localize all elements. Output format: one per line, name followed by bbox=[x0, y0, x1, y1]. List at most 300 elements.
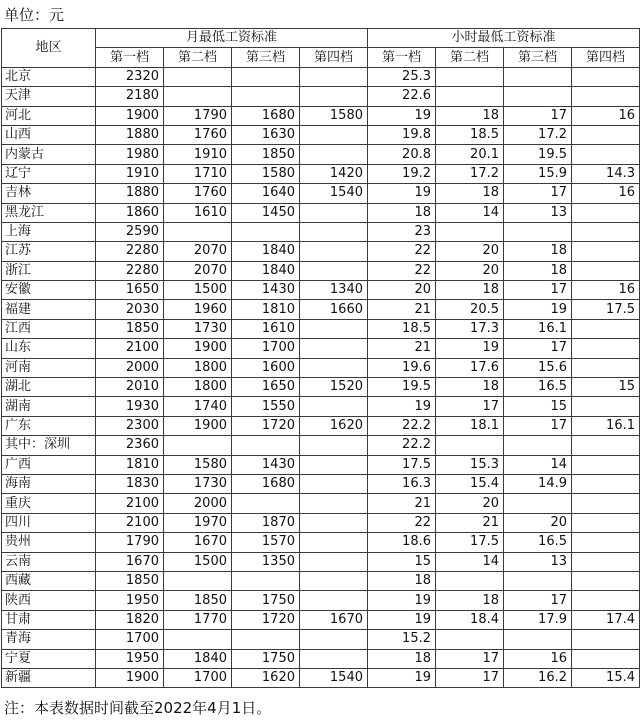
hourly-tier-4-cell bbox=[572, 552, 640, 571]
hourly-tier-1-cell: 19.8 bbox=[368, 125, 436, 144]
monthly-tier-1-cell: 1850 bbox=[96, 571, 164, 590]
table-row bbox=[2, 145, 640, 164]
monthly-tier-1-cell: 1910 bbox=[96, 164, 164, 183]
region-cell: 天津 bbox=[2, 87, 96, 106]
hourly-tier-4-cell bbox=[572, 261, 640, 280]
monthly-tier-3-cell bbox=[232, 87, 300, 106]
region-cell: 北京 bbox=[2, 67, 96, 86]
monthly-tier-2-cell: 1790 bbox=[164, 106, 232, 125]
monthly-tier-2-cell: 2000 bbox=[164, 494, 232, 513]
monthly-tier-3-cell: 1680 bbox=[232, 474, 300, 493]
monthly-tier-4-cell bbox=[300, 222, 368, 241]
hourly-tier-1-cell: 18 bbox=[368, 571, 436, 590]
monthly-tier-3-cell: 1650 bbox=[232, 378, 300, 397]
monthly-tier-4-cell bbox=[300, 145, 368, 164]
monthly-tier-1-cell: 1950 bbox=[96, 649, 164, 668]
monthly-tier-1-cell: 2100 bbox=[96, 513, 164, 532]
table-row bbox=[2, 513, 640, 532]
hourly-tier-4-cell bbox=[572, 571, 640, 590]
monthly-tier-1-cell: 1850 bbox=[96, 319, 164, 338]
hourly-tier-4-cell bbox=[572, 222, 640, 241]
hourly-tier-4-cell bbox=[572, 242, 640, 261]
hourly-tier-1-cell: 19.2 bbox=[368, 164, 436, 183]
monthly-tier-2-cell: 1800 bbox=[164, 358, 232, 377]
table-row bbox=[2, 571, 640, 590]
table-row bbox=[2, 668, 640, 687]
hourly-tier-3-cell: 20 bbox=[504, 513, 572, 532]
monthly-tier-2-cell bbox=[164, 222, 232, 241]
monthly-tier-2-cell: 1770 bbox=[164, 610, 232, 629]
hourly-tier-4-cell bbox=[572, 203, 640, 222]
hourly-tier-4-cell bbox=[572, 339, 640, 358]
monthly-tier-2-cell bbox=[164, 87, 232, 106]
monthly-tier-4-cell bbox=[300, 358, 368, 377]
hourly-tier-1-cell: 18 bbox=[368, 203, 436, 222]
hourly-tier-4-cell bbox=[572, 358, 640, 377]
monthly-tier-4-cell bbox=[300, 397, 368, 416]
hourly-tier-3-cell: 19.5 bbox=[504, 145, 572, 164]
monthly-tier-3-cell: 1700 bbox=[232, 339, 300, 358]
hourly-tier-1-cell: 18.6 bbox=[368, 533, 436, 552]
monthly-tier-1-cell: 1880 bbox=[96, 125, 164, 144]
hourly-tier-2-cell: 15.4 bbox=[436, 474, 504, 493]
monthly-tier-2-cell: 1900 bbox=[164, 416, 232, 435]
monthly-tier-4-cell bbox=[300, 474, 368, 493]
hourly-tier-1-cell: 15 bbox=[368, 552, 436, 571]
monthly-tier-4-cell bbox=[300, 67, 368, 86]
monthly-tier-1-cell: 2360 bbox=[96, 436, 164, 455]
monthly-tier-2-cell: 1500 bbox=[164, 281, 232, 300]
unit-label: 单位：元 bbox=[4, 6, 65, 24]
monthly-tier-3-cell bbox=[232, 630, 300, 649]
monthly-tier-4-cell: 1340 bbox=[300, 281, 368, 300]
table-row bbox=[2, 416, 640, 435]
hourly-group-header: 小时最低工资标准 bbox=[368, 29, 640, 48]
monthly-tier-2-cell: 1760 bbox=[164, 184, 232, 203]
hourly-tier-4-cell: 17.4 bbox=[572, 610, 640, 629]
hourly-tier-3-cell: 19 bbox=[504, 300, 572, 319]
hourly-tier-2-cell: 18.4 bbox=[436, 610, 504, 629]
monthly-tier-1-cell: 1830 bbox=[96, 474, 164, 493]
monthly-tier-1-cell: 2000 bbox=[96, 358, 164, 377]
footnote: 注：本表数据时间截至2022年4月1日。 bbox=[4, 699, 272, 717]
hourly-tier-1-cell: 18 bbox=[368, 649, 436, 668]
hourly-tier-1-cell: 25.3 bbox=[368, 67, 436, 86]
monthly-tier-3-cell: 1620 bbox=[232, 668, 300, 687]
hourly-tier-3-cell bbox=[504, 630, 572, 649]
hourly-tier-3-cell: 13 bbox=[504, 552, 572, 571]
monthly-tier-4-cell bbox=[300, 242, 368, 261]
monthly-tier-3-cell: 1580 bbox=[232, 164, 300, 183]
region-cell: 新疆 bbox=[2, 668, 96, 687]
monthly-tier-4-cell bbox=[300, 436, 368, 455]
monthly-tier-3-cell: 1550 bbox=[232, 397, 300, 416]
table-row bbox=[2, 67, 640, 86]
hourly-tier-3-cell: 17 bbox=[504, 184, 572, 203]
monthly-tier-2-cell: 1840 bbox=[164, 649, 232, 668]
monthly-tier-2-cell: 1610 bbox=[164, 203, 232, 222]
monthly-tier-2-cell bbox=[164, 630, 232, 649]
table-row bbox=[2, 630, 640, 649]
monthly-tier-4-cell bbox=[300, 533, 368, 552]
hourly-tier-3-cell: 17.2 bbox=[504, 125, 572, 144]
hourly-tier-1-cell: 22.2 bbox=[368, 436, 436, 455]
region-cell: 上海 bbox=[2, 222, 96, 241]
monthly-tier-4-cell bbox=[300, 261, 368, 280]
monthly-tier-1-cell: 2300 bbox=[96, 416, 164, 435]
table-row bbox=[2, 358, 640, 377]
monthly-tier-4-cell: 1520 bbox=[300, 378, 368, 397]
hourly-tier-4-cell bbox=[572, 533, 640, 552]
region-cell: 河北 bbox=[2, 106, 96, 125]
monthly-tier-3-cell bbox=[232, 436, 300, 455]
hourly-tier-4-cell bbox=[572, 474, 640, 493]
hourly-tier-2-cell bbox=[436, 222, 504, 241]
region-cell: 河南 bbox=[2, 358, 96, 377]
hourly-tier-2-cell: 17.5 bbox=[436, 533, 504, 552]
region-cell: 山西 bbox=[2, 125, 96, 144]
hourly-tier-3-cell bbox=[504, 436, 572, 455]
monthly-tier-2-cell: 2070 bbox=[164, 242, 232, 261]
monthly-tier-3-cell: 1450 bbox=[232, 203, 300, 222]
table-row bbox=[2, 436, 640, 455]
region-cell: 重庆 bbox=[2, 494, 96, 513]
hourly-tier-1-cell: 22 bbox=[368, 513, 436, 532]
monthly-tier-2-cell bbox=[164, 436, 232, 455]
hourly-tier-1-cell: 19 bbox=[368, 106, 436, 125]
monthly-tier-3-cell: 1720 bbox=[232, 416, 300, 435]
hourly-tier-2-cell bbox=[436, 571, 504, 590]
monthly-tier-1-cell: 2030 bbox=[96, 300, 164, 319]
hourly-tier-4-cell bbox=[572, 494, 640, 513]
hourly-tier-4-cell bbox=[572, 436, 640, 455]
table-row bbox=[2, 397, 640, 416]
hourly-tier-2-cell bbox=[436, 87, 504, 106]
table-row bbox=[2, 222, 640, 241]
hourly-tier-1-cell: 19.6 bbox=[368, 358, 436, 377]
monthly-tier-3-cell: 1600 bbox=[232, 358, 300, 377]
hourly-tier-1-cell: 19 bbox=[368, 668, 436, 687]
hourly-tier-1-cell: 19 bbox=[368, 184, 436, 203]
monthly-tier-2-cell bbox=[164, 571, 232, 590]
hourly-tier-4-cell bbox=[572, 319, 640, 338]
monthly-tier-4-cell bbox=[300, 319, 368, 338]
table-row bbox=[2, 591, 640, 610]
region-cell: 广西 bbox=[2, 455, 96, 474]
table-row bbox=[2, 164, 640, 183]
table-row bbox=[2, 125, 640, 144]
region-cell: 湖南 bbox=[2, 397, 96, 416]
monthly-tier-3-cell: 1870 bbox=[232, 513, 300, 532]
region-cell: 浙江 bbox=[2, 261, 96, 280]
hourly-tier-1-cell: 16.3 bbox=[368, 474, 436, 493]
region-cell: 青海 bbox=[2, 630, 96, 649]
hourly-tier-4-cell bbox=[572, 591, 640, 610]
table-row bbox=[2, 455, 640, 474]
monthly-tier-3-cell: 1610 bbox=[232, 319, 300, 338]
monthly-tier-4-cell: 1540 bbox=[300, 184, 368, 203]
hourly-tier-2-cell: 14 bbox=[436, 203, 504, 222]
monthly-tier-3-cell bbox=[232, 67, 300, 86]
monthly-tier-4-cell bbox=[300, 649, 368, 668]
monthly-tier-1-cell: 1860 bbox=[96, 203, 164, 222]
hourly-tier-3-cell: 15.6 bbox=[504, 358, 572, 377]
monthly-tier-2-cell: 1910 bbox=[164, 145, 232, 164]
minimum-wage-table bbox=[1, 28, 640, 688]
hourly-tier-header: 第三档 bbox=[504, 48, 572, 67]
monthly-tier-3-cell bbox=[232, 222, 300, 241]
monthly-tier-2-cell: 1800 bbox=[164, 378, 232, 397]
monthly-tier-2-cell: 1970 bbox=[164, 513, 232, 532]
region-cell: 宁夏 bbox=[2, 649, 96, 668]
hourly-tier-3-cell: 17 bbox=[504, 106, 572, 125]
hourly-tier-2-cell: 17 bbox=[436, 397, 504, 416]
monthly-tier-3-cell: 1810 bbox=[232, 300, 300, 319]
monthly-tier-1-cell: 1900 bbox=[96, 106, 164, 125]
monthly-tier-2-cell: 1960 bbox=[164, 300, 232, 319]
table-body bbox=[2, 67, 640, 688]
monthly-tier-2-cell: 1700 bbox=[164, 668, 232, 687]
hourly-tier-4-cell: 16 bbox=[572, 281, 640, 300]
hourly-tier-3-cell: 18 bbox=[504, 261, 572, 280]
hourly-tier-header: 第四档 bbox=[572, 48, 640, 67]
monthly-tier-4-cell: 1620 bbox=[300, 416, 368, 435]
region-cell: 福建 bbox=[2, 300, 96, 319]
table-header bbox=[2, 29, 640, 68]
hourly-tier-3-cell: 16.2 bbox=[504, 668, 572, 687]
region-cell: 安徽 bbox=[2, 281, 96, 300]
monthly-tier-1-cell: 2100 bbox=[96, 494, 164, 513]
region-cell: 云南 bbox=[2, 552, 96, 571]
table-row bbox=[2, 474, 640, 493]
hourly-tier-3-cell bbox=[504, 222, 572, 241]
table-row bbox=[2, 339, 640, 358]
hourly-tier-4-cell: 17.5 bbox=[572, 300, 640, 319]
monthly-tier-1-cell: 1700 bbox=[96, 630, 164, 649]
hourly-tier-1-cell: 21 bbox=[368, 339, 436, 358]
hourly-tier-2-cell: 20.5 bbox=[436, 300, 504, 319]
hourly-tier-1-cell: 15.2 bbox=[368, 630, 436, 649]
hourly-tier-2-cell: 18.1 bbox=[436, 416, 504, 435]
region-cell: 四川 bbox=[2, 513, 96, 532]
hourly-tier-header: 第一档 bbox=[368, 48, 436, 67]
hourly-tier-4-cell: 16.1 bbox=[572, 416, 640, 435]
hourly-tier-4-cell bbox=[572, 87, 640, 106]
monthly-tier-4-cell: 1660 bbox=[300, 300, 368, 319]
region-cell: 黑龙江 bbox=[2, 203, 96, 222]
region-cell: 其中：深圳 bbox=[2, 436, 96, 455]
region-cell: 辽宁 bbox=[2, 164, 96, 183]
hourly-tier-3-cell: 14 bbox=[504, 455, 572, 474]
hourly-tier-2-cell: 17 bbox=[436, 649, 504, 668]
hourly-tier-2-cell: 19 bbox=[436, 339, 504, 358]
monthly-tier-4-cell bbox=[300, 203, 368, 222]
hourly-tier-3-cell bbox=[504, 87, 572, 106]
monthly-tier-3-cell bbox=[232, 494, 300, 513]
monthly-tier-header: 第二档 bbox=[164, 48, 232, 67]
monthly-tier-4-cell bbox=[300, 339, 368, 358]
hourly-tier-2-cell bbox=[436, 436, 504, 455]
monthly-tier-3-cell: 1720 bbox=[232, 610, 300, 629]
region-cell: 江西 bbox=[2, 319, 96, 338]
hourly-tier-3-cell: 18 bbox=[504, 242, 572, 261]
monthly-tier-2-cell: 1670 bbox=[164, 533, 232, 552]
monthly-tier-2-cell bbox=[164, 67, 232, 86]
hourly-tier-3-cell: 17 bbox=[504, 416, 572, 435]
table-row bbox=[2, 494, 640, 513]
monthly-tier-header: 第三档 bbox=[232, 48, 300, 67]
monthly-tier-header: 第一档 bbox=[96, 48, 164, 67]
hourly-tier-3-cell: 17 bbox=[504, 591, 572, 610]
hourly-tier-2-cell: 20.1 bbox=[436, 145, 504, 164]
hourly-tier-2-cell: 15.3 bbox=[436, 455, 504, 474]
table-row bbox=[2, 610, 640, 629]
table-row bbox=[2, 319, 640, 338]
monthly-tier-3-cell: 1840 bbox=[232, 261, 300, 280]
hourly-tier-4-cell bbox=[572, 649, 640, 668]
monthly-tier-3-cell: 1640 bbox=[232, 184, 300, 203]
region-cell: 吉林 bbox=[2, 184, 96, 203]
monthly-tier-2-cell: 1740 bbox=[164, 397, 232, 416]
hourly-tier-4-cell: 16 bbox=[572, 184, 640, 203]
region-cell: 广东 bbox=[2, 416, 96, 435]
hourly-tier-3-cell: 14.9 bbox=[504, 474, 572, 493]
hourly-tier-1-cell: 23 bbox=[368, 222, 436, 241]
monthly-tier-1-cell: 1930 bbox=[96, 397, 164, 416]
monthly-tier-4-cell bbox=[300, 571, 368, 590]
hourly-tier-2-cell: 17.3 bbox=[436, 319, 504, 338]
monthly-tier-2-cell: 1900 bbox=[164, 339, 232, 358]
monthly-tier-3-cell: 1430 bbox=[232, 455, 300, 474]
region-cell: 贵州 bbox=[2, 533, 96, 552]
hourly-tier-2-cell: 17.6 bbox=[436, 358, 504, 377]
hourly-tier-3-cell bbox=[504, 67, 572, 86]
hourly-tier-4-cell bbox=[572, 455, 640, 474]
hourly-tier-4-cell bbox=[572, 145, 640, 164]
monthly-tier-3-cell: 1750 bbox=[232, 649, 300, 668]
monthly-tier-4-cell: 1670 bbox=[300, 610, 368, 629]
region-cell: 山东 bbox=[2, 339, 96, 358]
monthly-tier-2-cell: 1850 bbox=[164, 591, 232, 610]
monthly-tier-4-cell: 1420 bbox=[300, 164, 368, 183]
hourly-tier-4-cell bbox=[572, 67, 640, 86]
monthly-tier-4-cell: 1540 bbox=[300, 668, 368, 687]
hourly-tier-1-cell: 19 bbox=[368, 591, 436, 610]
monthly-tier-2-cell: 1730 bbox=[164, 319, 232, 338]
monthly-tier-3-cell: 1850 bbox=[232, 145, 300, 164]
table-row bbox=[2, 184, 640, 203]
monthly-tier-1-cell: 1820 bbox=[96, 610, 164, 629]
monthly-tier-3-cell: 1840 bbox=[232, 242, 300, 261]
table-row bbox=[2, 378, 640, 397]
table-row bbox=[2, 261, 640, 280]
hourly-tier-2-cell: 18.5 bbox=[436, 125, 504, 144]
monthly-tier-4-cell bbox=[300, 494, 368, 513]
region-header: 地区 bbox=[2, 29, 96, 68]
monthly-tier-4-cell bbox=[300, 125, 368, 144]
table-row bbox=[2, 300, 640, 319]
monthly-tier-1-cell: 1980 bbox=[96, 145, 164, 164]
table-row bbox=[2, 281, 640, 300]
monthly-tier-4-cell bbox=[300, 591, 368, 610]
hourly-tier-1-cell: 22.6 bbox=[368, 87, 436, 106]
hourly-tier-3-cell: 16.5 bbox=[504, 378, 572, 397]
hourly-tier-1-cell: 21 bbox=[368, 300, 436, 319]
hourly-tier-3-cell: 13 bbox=[504, 203, 572, 222]
hourly-tier-1-cell: 19 bbox=[368, 610, 436, 629]
hourly-tier-4-cell bbox=[572, 397, 640, 416]
hourly-tier-2-cell: 18 bbox=[436, 106, 504, 125]
monthly-tier-2-cell: 1760 bbox=[164, 125, 232, 144]
hourly-tier-2-cell: 20 bbox=[436, 261, 504, 280]
hourly-tier-3-cell: 16.5 bbox=[504, 533, 572, 552]
hourly-tier-2-cell: 18 bbox=[436, 184, 504, 203]
hourly-tier-1-cell: 19 bbox=[368, 397, 436, 416]
hourly-tier-2-cell bbox=[436, 630, 504, 649]
monthly-group-header: 月最低工资标准 bbox=[96, 29, 368, 48]
monthly-tier-3-cell: 1350 bbox=[232, 552, 300, 571]
monthly-tier-3-cell: 1430 bbox=[232, 281, 300, 300]
region-cell: 海南 bbox=[2, 474, 96, 493]
table-row bbox=[2, 106, 640, 125]
monthly-tier-3-cell: 1630 bbox=[232, 125, 300, 144]
hourly-tier-4-cell: 16 bbox=[572, 106, 640, 125]
monthly-tier-1-cell: 1880 bbox=[96, 184, 164, 203]
hourly-tier-3-cell: 15.9 bbox=[504, 164, 572, 183]
hourly-tier-4-cell: 14.3 bbox=[572, 164, 640, 183]
monthly-tier-2-cell: 1710 bbox=[164, 164, 232, 183]
monthly-tier-3-cell: 1680 bbox=[232, 106, 300, 125]
monthly-tier-4-cell bbox=[300, 513, 368, 532]
monthly-tier-1-cell: 2280 bbox=[96, 242, 164, 261]
table-row bbox=[2, 649, 640, 668]
hourly-tier-4-cell: 15.4 bbox=[572, 668, 640, 687]
monthly-tier-3-cell: 1570 bbox=[232, 533, 300, 552]
hourly-tier-1-cell: 19.5 bbox=[368, 378, 436, 397]
region-cell: 甘肃 bbox=[2, 610, 96, 629]
monthly-tier-4-cell bbox=[300, 630, 368, 649]
monthly-tier-1-cell: 1900 bbox=[96, 668, 164, 687]
monthly-tier-4-cell bbox=[300, 552, 368, 571]
monthly-tier-1-cell: 1950 bbox=[96, 591, 164, 610]
hourly-tier-2-cell bbox=[436, 67, 504, 86]
hourly-tier-2-cell: 17.2 bbox=[436, 164, 504, 183]
region-cell: 湖北 bbox=[2, 378, 96, 397]
hourly-tier-1-cell: 18.5 bbox=[368, 319, 436, 338]
hourly-tier-2-cell: 14 bbox=[436, 552, 504, 571]
monthly-tier-header: 第四档 bbox=[300, 48, 368, 67]
hourly-tier-3-cell: 16.1 bbox=[504, 319, 572, 338]
hourly-tier-2-cell: 21 bbox=[436, 513, 504, 532]
hourly-tier-4-cell bbox=[572, 513, 640, 532]
monthly-tier-1-cell: 2010 bbox=[96, 378, 164, 397]
monthly-tier-4-cell bbox=[300, 87, 368, 106]
hourly-tier-3-cell bbox=[504, 494, 572, 513]
monthly-tier-2-cell: 1580 bbox=[164, 455, 232, 474]
hourly-tier-2-cell: 20 bbox=[436, 242, 504, 261]
monthly-tier-1-cell: 2590 bbox=[96, 222, 164, 241]
hourly-tier-3-cell: 15 bbox=[504, 397, 572, 416]
hourly-tier-1-cell: 22 bbox=[368, 242, 436, 261]
monthly-tier-4-cell: 1580 bbox=[300, 106, 368, 125]
hourly-tier-2-cell: 17 bbox=[436, 668, 504, 687]
hourly-tier-4-cell bbox=[572, 125, 640, 144]
hourly-tier-2-cell: 18 bbox=[436, 591, 504, 610]
table-row bbox=[2, 203, 640, 222]
hourly-tier-1-cell: 17.5 bbox=[368, 455, 436, 474]
hourly-tier-1-cell: 21 bbox=[368, 494, 436, 513]
region-cell: 江苏 bbox=[2, 242, 96, 261]
